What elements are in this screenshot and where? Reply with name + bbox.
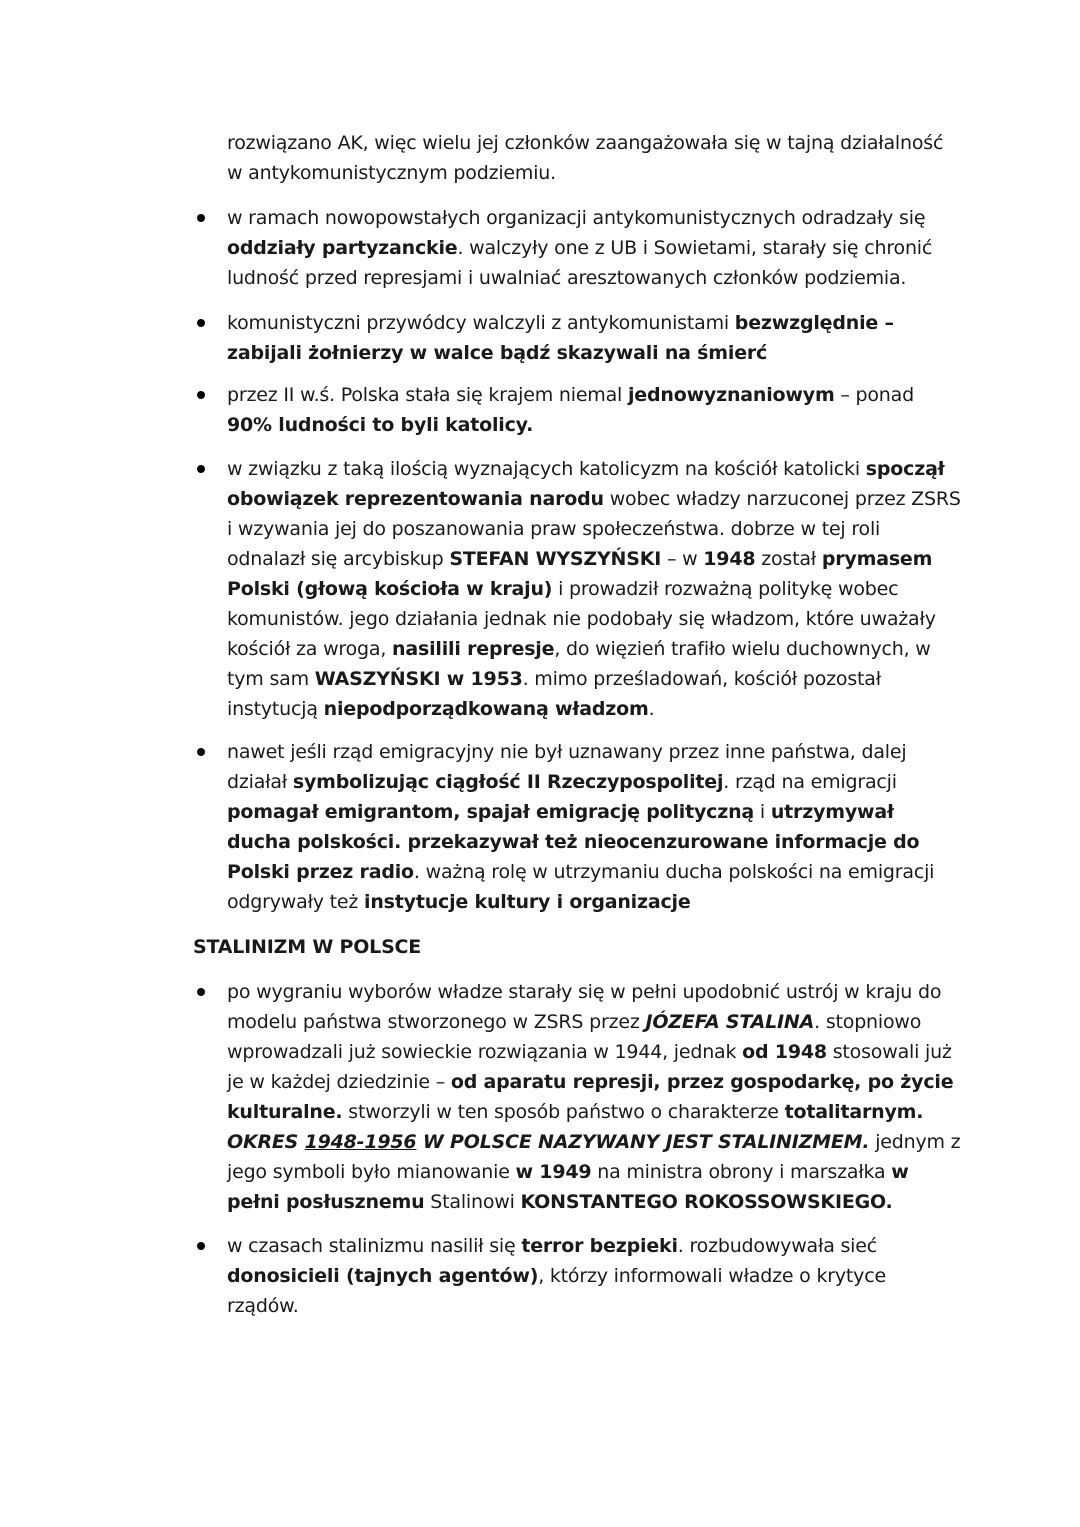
text-run: rozwiązano AK, więc wielu jej członków zaangażowała się w tajną działalność w antykomunistycznym podziemiu. [227,132,944,184]
text-run: , do więzień trafiło wielu duchownych, w tym sam [227,638,931,690]
text-run: 1948-1956 [304,1131,417,1153]
text-run: niepodporządkowaną władzom [323,698,649,720]
bullet-point [197,214,205,222]
text-run: . ważną rolę w utrzymaniu ducha polskości na emigracji odgrywały też [227,861,935,913]
bullet-point [197,391,205,399]
text-run: STEFAN WYSZYŃSKI [449,548,662,570]
text-run: w 1949 [515,1161,592,1183]
text-run: przez II w.ś. Polska stała się krajem niemal [227,384,628,406]
section-heading: STALINIZM W POLSCE [193,936,422,958]
text-run: totalitarnym. [784,1101,924,1123]
text-run: wobec władzy narzuconej przez ZSRS i wzywania jej do poszanowania praw społeczeństwa. dobrze w tej roli odnalazł się arcybiskup [227,488,961,570]
text-run: w ramach nowopowstałych organizacji antykomunistycznych odradzały się [227,207,926,229]
bullet-item-church [227,454,962,724]
text-run: i [754,801,771,823]
text-run: symbolizując ciągłość II Rzeczypospolitej [292,771,724,793]
text-run: . stopniowo wprowadzali już sowieckie rozwiązania w 1944, jednak [227,1011,922,1063]
text-run: nawet jeśli rząd emigracyjny nie był uznawany przez inne państwa, dalej działał [227,741,907,793]
bullet-point [197,1242,205,1250]
text-run: w związku z taką ilością wyznających katolicyzm na kościół katolicki [227,458,866,480]
text-run: . mimo prześladowań, kościół pozostał instytucją [227,668,881,720]
text-run: w czasach stalinizmu nasilił się [227,1235,522,1257]
bullet-item-communist-leaders [227,308,962,368]
text-run: pomagał emigrantom, spajał emigrację polityczną [227,801,755,823]
paragraph-continuation [227,128,962,188]
text-run: stworzyli w ten sposób państwo o charakterze [342,1101,785,1123]
text-run: jednowyznaniowym [627,384,835,406]
bullet-item-religion [227,380,962,440]
text-run: nasilili represje [392,638,555,660]
text-run: . walczyły one z UB i Sowietami, starały się chronić ludność przed represjami i uwalniać aresztowanych członków podziemia. [227,237,933,289]
text-run: . rząd na emigracji [723,771,897,793]
bullet-item-partisans [227,203,962,293]
text-run: WASZYŃSKI w 1953 [314,668,523,690]
bullet-point [197,319,205,327]
text-run: na ministra obrony i marszałka [591,1161,892,1183]
text-run: KONSTANTEGO ROKOSSOWSKIEGO. [520,1191,893,1213]
bullet-item-stalinism [227,977,962,1217]
text-run: po wygraniu wyborów władze starały się w pełni upodobnić ustrój w kraju do modelu państwa stworzonego w ZSRS przez [227,981,942,1033]
text-run: – w [661,548,704,570]
text-run: komunistyczni przywódcy walczyli z antykomunistami [227,312,735,334]
text-run: od aparatu represji, przez gospodarkę, po życie kulturalne. [227,1071,954,1123]
text-run: – ponad [834,384,914,406]
text-run: donosicieli (tajnych agentów) [227,1265,539,1287]
text-run: spoczął obowiązek reprezentowania narodu [227,458,945,510]
text-run: JÓZEFA STALINA [645,1011,815,1033]
text-run: bezwzględnie – zabijali żołnierzy w walce bądź skazywali na śmierć [227,312,894,364]
bullet-point [197,465,205,473]
text-run: , którzy informowali władze o krytyce rządów. [227,1265,886,1317]
bullet-item-terror [227,1231,962,1321]
text-run: i prowadził rozważną politykę wobec komunistów. jego działania jednak nie podobały się władzom, które uważały kościół za wroga, [227,578,936,660]
text-run: W POLSCE NAZYWANY JEST STALINIZMEM. [416,1131,870,1153]
text-run: od 1948 [742,1041,827,1063]
text-run: utrzymywał ducha polskości. przekazywał też nieocenzurowane informacje do Polski przez radio [227,801,920,883]
text-run: 90% ludności to byli katolicy. [227,414,534,436]
text-run: oddziały partyzanckie [227,237,458,259]
bullet-item-emigration [227,737,962,917]
bullet-point [197,988,205,996]
bullet-point [197,748,205,756]
text-run: został [755,548,822,570]
text-run: OKRES [227,1131,305,1153]
text-run: 1948 [703,548,756,570]
text-run: . rozbudowywała sieć [677,1235,877,1257]
text-run: terror bezpieki [521,1235,678,1257]
text-run: . [648,698,655,720]
text-run: Stalinowi [424,1191,521,1213]
text-run: stosowali już je w każdej dziedzinie – [227,1041,952,1093]
text-run: instytucje kultury i organizacje [364,891,691,913]
text-run: w pełni posłusznemu [227,1161,909,1213]
text-run: jednym z jego symboli było mianowanie [227,1131,961,1183]
text-run: prymasem Polski (głową kościoła w kraju) [227,548,933,600]
